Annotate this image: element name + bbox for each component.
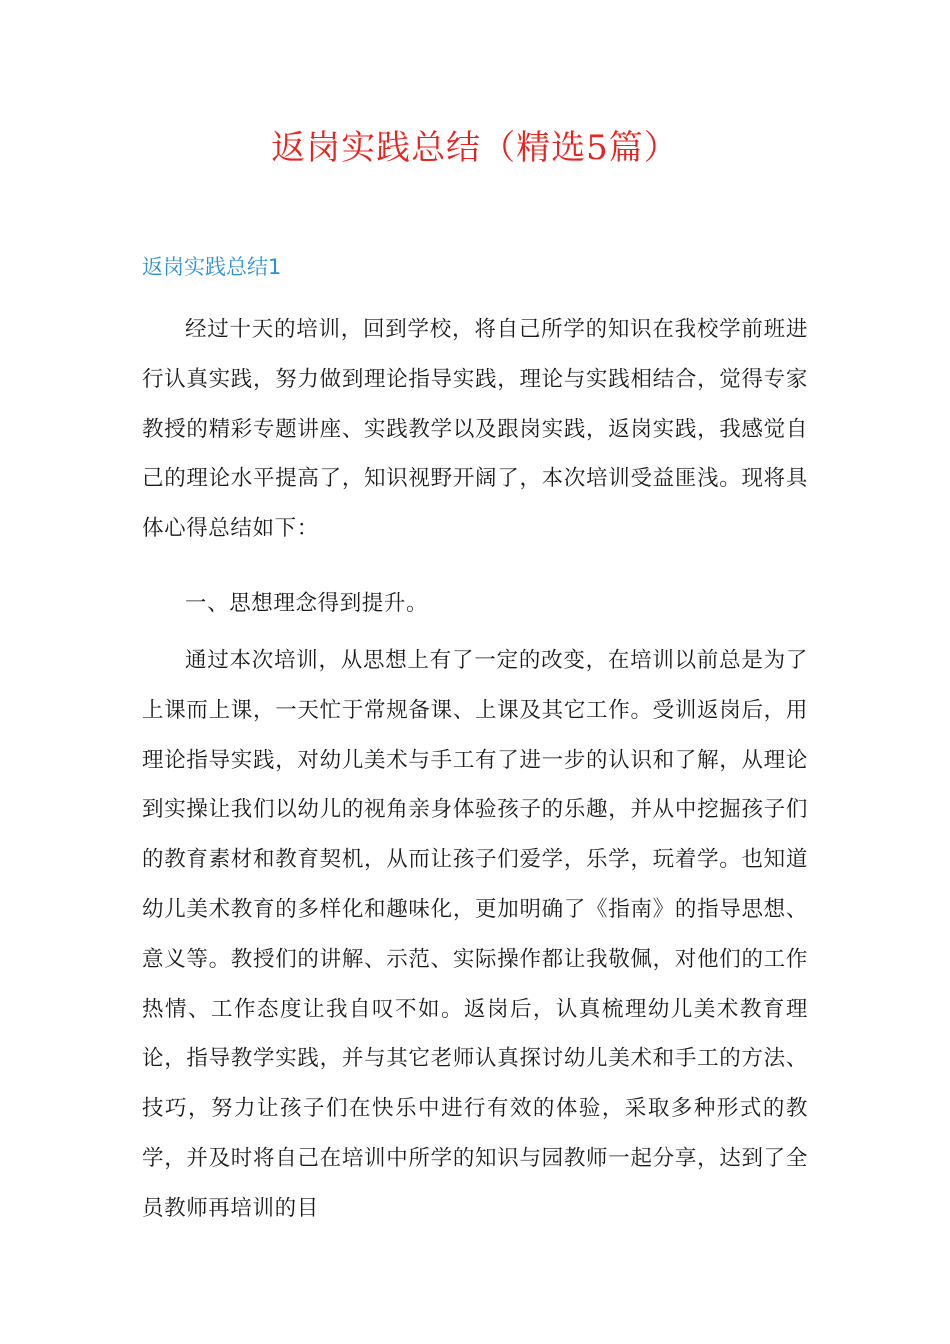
- document-title: 返岗实践总结（精选5篇）: [271, 128, 679, 168]
- section-heading: 返岗实践总结1: [142, 255, 282, 279]
- body-paragraph: 经过十天的培训，回到学校，将自己所学的知识在我校学前班进行认真实践，努力做到理论指导实践，理论与实践相结合，觉得专家教授的精彩专题讲座、实践教学以及跟岗实践，返岗实践，我感觉自己的理论水平提高了，知识视野开阔了，本次培训受益匪浅。现将具体心得总结如下：: [142, 317, 808, 542]
- subsection-heading: 一、思想理念得到提升。: [185, 591, 429, 616]
- body-paragraph: 通过本次培训，从思想上有了一定的改变，在培训以前总是为了上课而上课，一天忙于常规备课、上课及其它工作。受训返岗后，用理论指导实践，对幼儿美术与手工有了进一步的认识和了解，从理论到实操让我们以幼儿的视角亲身体验孩子的乐趣，并从中挖掘孩子们的教育素材和教育契机，从而让孩子们爱学，乐学，玩着学。也知道幼儿美术教育的多样化和趣味化，更加明确了《指南》的指导思想、意义等。教授们的讲解、示范、实际操作都让我敬佩，对他们的工作热情、工作态度让我自叹不如。返岗后，认真梳理幼儿美术教育理论，指导教学实践，并与其它老师认真探讨幼儿美术和手工的方法、技巧，努力让孩子们在快乐中进行有效的体验，采取多种形式的教学，并及时将自己在培训中所学的知识与园教师一起分享，达到了全员教师再培训的目: [142, 648, 808, 1221]
